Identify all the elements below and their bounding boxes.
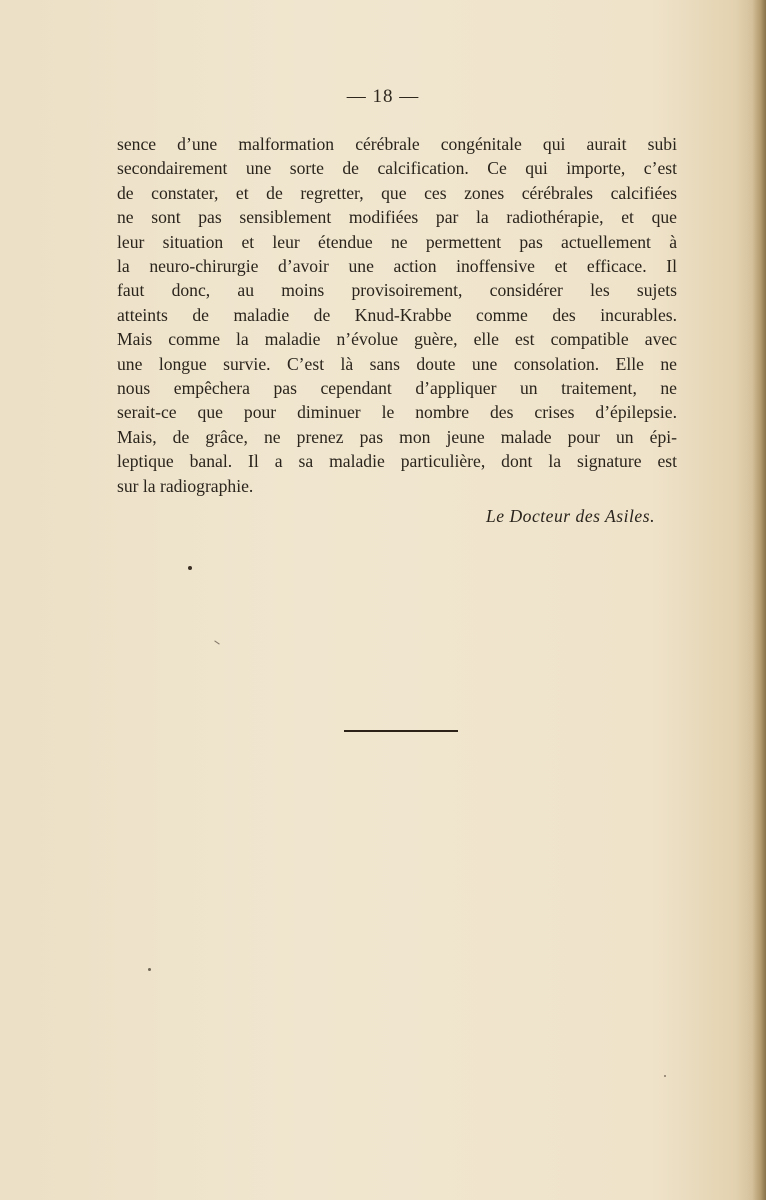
section-divider (344, 730, 458, 732)
ink-speck (148, 968, 151, 971)
ink-speck (188, 566, 192, 570)
text-line: atteints de maladie de Knud-Krabbe comme des incurables. (117, 304, 677, 325)
text-line: de constater, et de regretter, que ces zones cérébrales calcifiées (117, 182, 677, 203)
text-line: sence d’une malformation cérébrale congénitale qui aurait subi (117, 134, 677, 154)
text-line: secondairement une sorte de calcification. Ce qui importe, c’est (117, 158, 677, 179)
text-line: sur la radiographie. (117, 475, 254, 496)
ink-speck (214, 640, 219, 644)
text-line: Mais comme la maladie n’évolue guère, elle est compatible avec (117, 329, 677, 350)
body-paragraph (117, 132, 677, 498)
text-line: faut donc, au moins provisoirement, considérer les sujets (117, 280, 677, 301)
signature: Le Docteur des Asiles. (485, 506, 655, 526)
text-line: la neuro-chirurgie d’avoir une action inoffensive et efficace. Il (117, 256, 677, 277)
text-line: Mais, de grâce, ne prenez pas mon jeune malade pour un épi- (117, 426, 677, 447)
text-line: serait-ce que pour diminuer le nombre des crises d’épilepsie. (117, 402, 677, 423)
page-number: — 18 — (346, 86, 420, 107)
page-edge-shadow (752, 0, 766, 1200)
text-line: ne sont pas sensiblement modifiées par la radiothérapie, et que (117, 207, 677, 228)
text-line: leptique banal. Il a sa maladie particulière, dont la signature est (117, 451, 677, 472)
ink-speck (664, 1075, 666, 1077)
text-line: leur situation et leur étendue ne permettent pas actuellement à (117, 231, 677, 252)
text-line: nous empêchera pas cependant d’appliquer un traitement, ne (117, 378, 677, 399)
text-line: une longue survie. C’est là sans doute une consolation. Elle ne (117, 353, 677, 374)
